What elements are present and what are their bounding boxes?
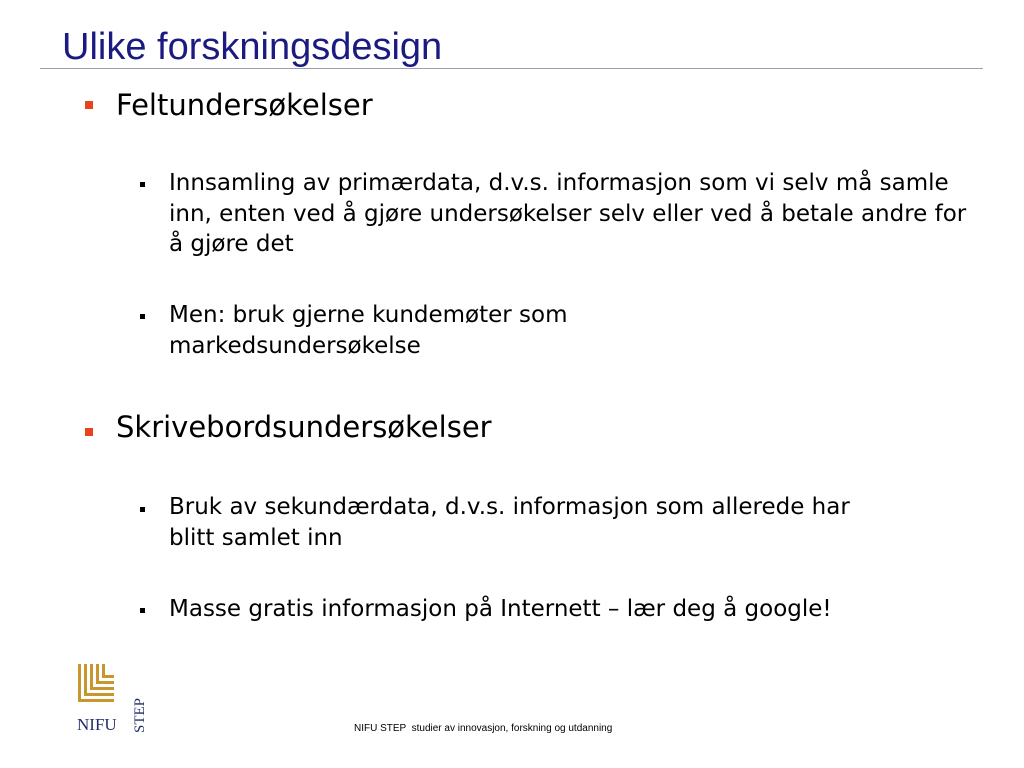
section-heading-skrivebordsundersokelser: Skrivebordsundersøkelser	[116, 410, 492, 444]
bullet-point: Masse gratis informasjon på Internett – lær deg å google!	[169, 596, 832, 622]
small-square-bullet-icon	[140, 608, 145, 613]
section-heading-feltundersokelser: Feltundersøkelser	[116, 88, 373, 122]
slide-title: Ulike forskningsdesign	[62, 26, 443, 68]
small-square-bullet-icon	[140, 507, 145, 512]
square-bullet-icon	[85, 101, 93, 109]
small-square-bullet-icon	[140, 182, 145, 187]
bullet-point: Innsamling av primærdata, d.v.s. informasjon som vi selv må samle inn, enten ved å gjøre undersøkelser selv eller ved å betale andre for å gjøre det	[169, 170, 967, 257]
title-divider	[40, 68, 983, 69]
footer-text: NIFU STEP studier av innovasjon, forskning og utdanning	[354, 723, 613, 734]
small-square-bullet-icon	[140, 314, 145, 319]
bullet-point: Men: bruk gjerne kundemøter som markedsundersøkelse	[169, 302, 568, 359]
logo-nifu-text: NIFU	[77, 715, 117, 734]
logo-step-text: STEP	[132, 697, 148, 733]
bullet-point: Bruk av sekundærdata, d.v.s. informasjon som allerede har blitt samlet inn	[169, 494, 850, 551]
nifu-step-logo	[76, 662, 148, 734]
square-bullet-icon	[85, 428, 93, 436]
